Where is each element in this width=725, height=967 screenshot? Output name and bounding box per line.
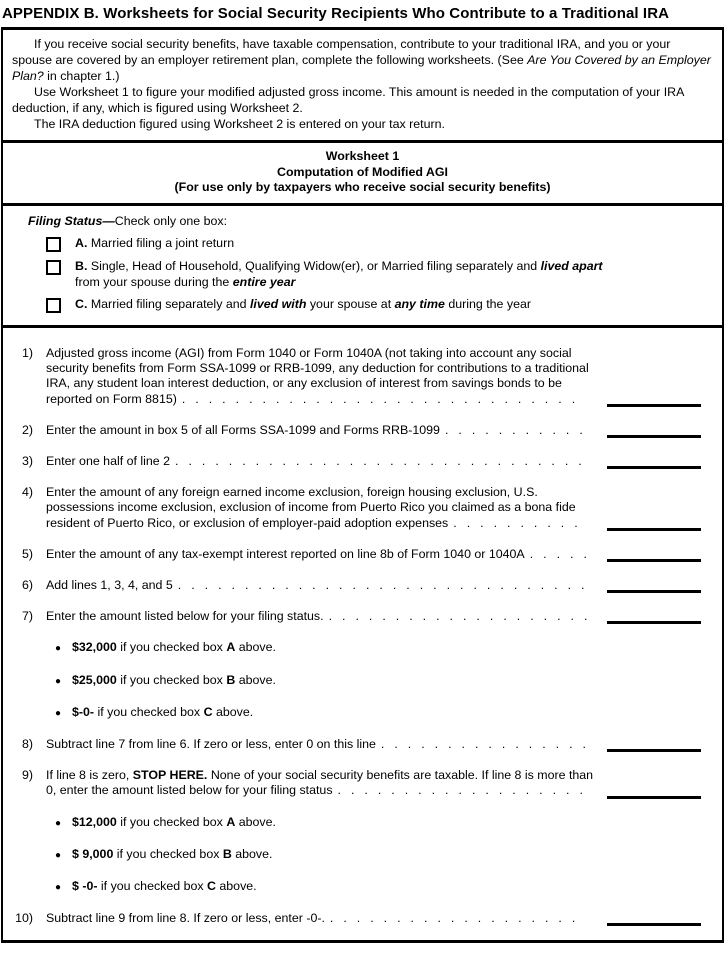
worksheet-line-10 xyxy=(3,911,722,926)
worksheet-sheet xyxy=(1,27,724,943)
line-text: Enter the amount of any tax-exempt interest reported on line 8b of Form 1040 or 1040A ..... xyxy=(46,546,597,561)
dot-leader: ............................... xyxy=(175,454,592,469)
filing-option-c xyxy=(3,297,722,313)
line-number: 10) xyxy=(15,911,33,926)
bullet-item xyxy=(55,640,716,656)
answer-line-8[interactable] xyxy=(607,747,701,752)
dot-leader: ................... xyxy=(337,783,593,798)
intro-paragraph: If you receive social security benefits, have taxable compensation, contribute to your traditional IRA, and you or your spouse are covered by an employer retirement plan, complete the following worksheets. (See Are You Covered by an Employer Plan? in chapter 1.) xyxy=(12,37,711,83)
answer-line-5[interactable] xyxy=(607,557,701,562)
filing-option-b-label: B. Single, Head of Household, Qualifying Widow(er), or Married filing separately and lived apart from your spouse during the entire year xyxy=(75,259,603,289)
bullet-icon xyxy=(55,673,72,689)
answer-line-9[interactable] xyxy=(607,794,701,799)
line-number: 6) xyxy=(21,578,33,593)
worksheet-header xyxy=(3,140,722,203)
bullet-item xyxy=(55,673,716,689)
line-text: Add lines 1, 3, 4, and 5 ............................... xyxy=(46,578,595,593)
answer-line-3[interactable] xyxy=(607,464,701,469)
filing-status-section xyxy=(3,203,722,326)
worksheet-line-3 xyxy=(3,454,722,469)
filing-option-c-label: C. Married filing separately and lived with your spouse at any time during the year xyxy=(75,297,531,311)
intro-paragraph: Use Worksheet 1 to figure your modified adjusted gross income. This amount is needed in the computation of your IRA deduction, if any, which is figured using Worksheet 2. xyxy=(12,85,684,115)
answer-line-10[interactable] xyxy=(607,921,701,926)
worksheet-line-7 xyxy=(3,609,722,721)
dot-leader: ........... xyxy=(444,422,593,437)
answer-line-6[interactable] xyxy=(607,588,701,593)
page-title: APPENDIX B. Worksheets for Social Security Recipients Who Contribute to a Traditional IRA xyxy=(2,5,670,22)
line-number: 3) xyxy=(21,454,33,469)
checkbox-a[interactable] xyxy=(46,237,61,252)
intro-section xyxy=(3,30,722,140)
line-text: Subtract line 7 from line 6. If zero or less, enter 0 on this line ................ xyxy=(46,737,596,752)
bullet-icon xyxy=(55,879,72,895)
bullet-text: $32,000 if you checked box A above. xyxy=(72,640,276,655)
dot-leader: ..... xyxy=(529,546,597,561)
filing-option-b xyxy=(3,259,722,290)
worksheet-title: Worksheet 1 xyxy=(325,149,400,163)
answer-line-1[interactable] xyxy=(607,402,701,407)
line-text: Enter one half of line 2 ............................... xyxy=(46,454,592,469)
line-number: 2) xyxy=(21,422,33,437)
bullet-icon xyxy=(55,640,72,656)
bullet-icon xyxy=(55,815,72,831)
worksheet-line-6 xyxy=(3,578,722,593)
bullet-item xyxy=(55,879,716,895)
worksheet-line-5 xyxy=(3,547,722,562)
dot-leader: ............................... xyxy=(177,578,595,593)
dot-leader: ................... xyxy=(329,911,586,926)
bullet-text: $25,000 if you checked box B above. xyxy=(72,672,276,687)
bullet-item xyxy=(55,815,716,831)
filing-option-a xyxy=(3,236,722,252)
line-number: 7) xyxy=(21,609,33,624)
line-text: Enter the amount of any foreign earned income exclusion, foreign housing exclusion, U.S. possessions income exclusion, exclusion of income from Puerto Rico you claimed as a bona fide resident of Puerto Rico, or exclusion of employer-paid adoption expenses .......... xyxy=(46,485,588,530)
worksheet-line-1 xyxy=(3,346,722,407)
line-text: Adjusted gross income (AGI) from Form 1040 or Form 1040A (not taking into account any social security benefits from Form SSA-1099 or RRB-1099, any deduction for contributions to a traditional IRA, any student loan interest deduction, or any exclusion of interest from savings bonds to be reported on Form 8815) .............................. xyxy=(46,346,589,406)
line-text: If line 8 is zero, STOP HERE. None of your social security benefits are taxable. If line 8 is more than 0, enter the amount listed below for your filing status ................... xyxy=(46,768,594,798)
checkbox-b[interactable] xyxy=(46,260,61,275)
bullet-item xyxy=(55,847,716,863)
answer-line-4[interactable] xyxy=(607,526,701,531)
worksheet-line-8 xyxy=(3,737,722,752)
line-text: Enter the amount in box 5 of all Forms SSA-1099 and Forms RRB-1099 ........... xyxy=(46,422,593,437)
worksheet-line-9 xyxy=(3,768,722,895)
intro-paragraph: The IRA deduction figured using Worksheet 2 is entered on your tax return. xyxy=(34,117,445,131)
worksheet-line-4 xyxy=(3,485,722,531)
bullet-icon xyxy=(55,705,72,721)
line-number: 8) xyxy=(21,737,33,752)
filing-status-label: Filing Status—Check only one box: xyxy=(28,213,228,228)
line-text: Subtract line 9 from line 8. If zero or less, enter -0-. ................... xyxy=(46,911,586,926)
line-number: 5) xyxy=(21,546,33,561)
bullet-icon xyxy=(55,847,72,863)
line-number: 9) xyxy=(21,768,33,783)
worksheet-line-2 xyxy=(3,423,722,438)
worksheet-lines-section xyxy=(3,325,722,940)
filing-option-a-label: A. Married filing a joint return xyxy=(75,236,235,250)
line-text: Enter the amount listed below for your filing status. .................... xyxy=(46,609,598,624)
dot-leader: ................ xyxy=(380,737,596,752)
answer-line-2[interactable] xyxy=(607,433,701,438)
line-number: 1) xyxy=(21,346,33,360)
worksheet-subtitle: Computation of Modified AGI xyxy=(277,164,448,179)
line-number: 4) xyxy=(21,485,33,500)
worksheet-note: (For use only by taxpayers who receive social security benefits) xyxy=(174,180,551,194)
bullet-text: $ -0- if you checked box C above. xyxy=(72,879,257,894)
bullet-text: $ 9,000 if you checked box B above. xyxy=(72,846,273,861)
bullet-text: $12,000 if you checked box A above. xyxy=(72,814,276,829)
bullet-text: $-0- if you checked box C above. xyxy=(72,704,254,719)
dot-leader: .............................. xyxy=(181,391,586,406)
dot-leader: .......... xyxy=(453,515,588,530)
checkbox-c[interactable] xyxy=(46,298,61,313)
dot-leader: .................... xyxy=(328,609,598,624)
answer-line-7[interactable] xyxy=(607,619,701,624)
bullet-item xyxy=(55,705,716,721)
